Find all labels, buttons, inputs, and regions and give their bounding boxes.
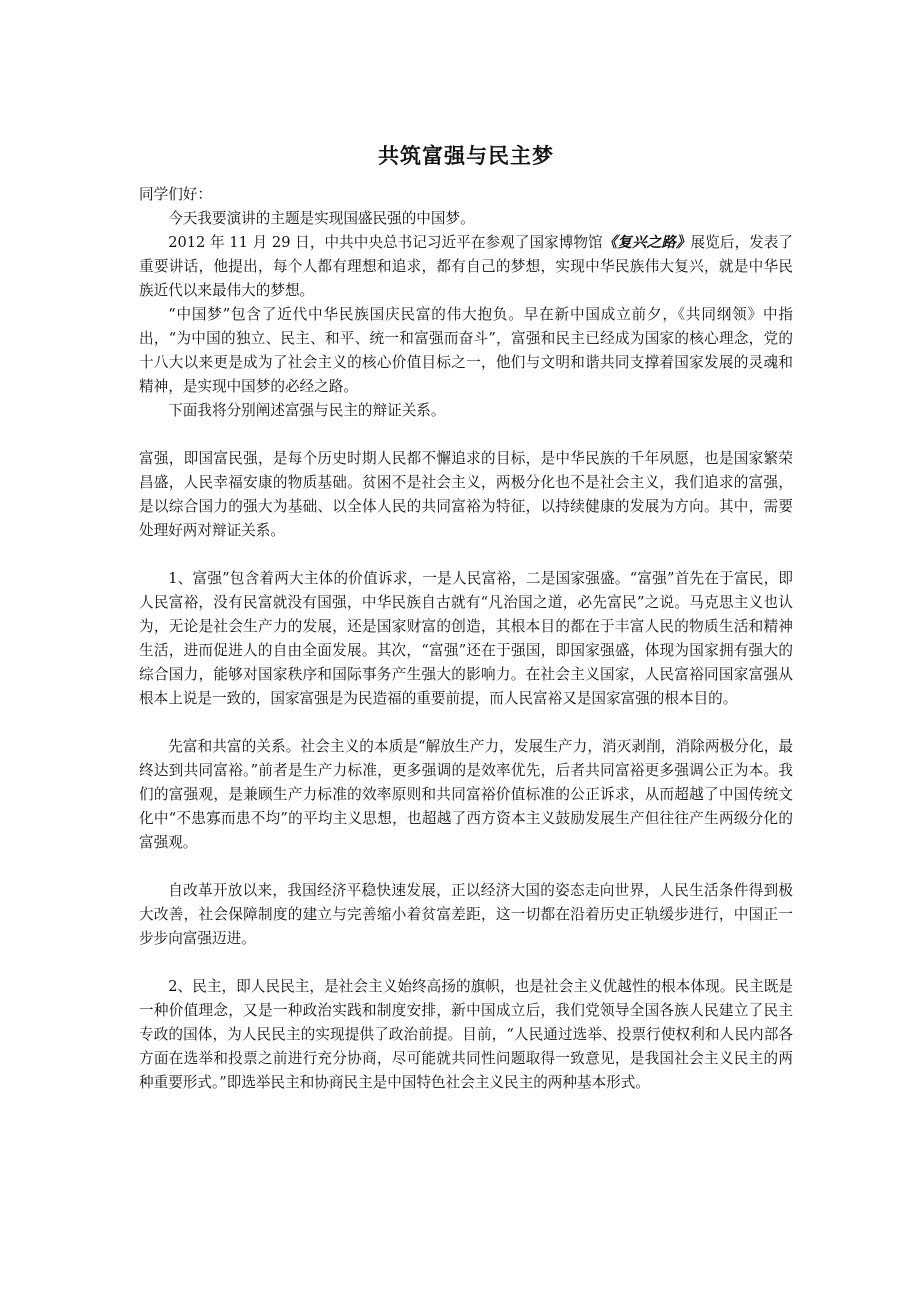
paragraph-common-prosperity: 先富和共富的关系。社会主义的本质是“解放生产力，发展生产力，消灭剥削，消除两极分化，最终达到共同富裕。”前者是生产力标准，更多强调的是效率优先，后者共同富裕更多强调公正为本。我们的富强观，是兼顾生产力标准的效率原则和共同富裕价值标准的公正诉求，从而超越了中国传统文化中“不患寡而患不均”的平均主义思想，也超越了西方资本主义鼓励发展生产但往往产生两级分化的富强观。 [139,738,793,851]
document-body [139,183,793,1095]
paragraph-prosperity-subjects: 1、富强”包含着两大主体的价值诉求，一是人民富裕，二是国家强盛。“富强”首先在于富民，即人民富裕，没有民富就没有国强，中华民族自古就有“凡治国之道，必先富民”之说。马克思主义也认为，无论是社会生产力的发展，还是国家财富的创造，其根本目的都在于丰富人民的物质生活和精神生活，进而促进人的自由全面发展。其次，“富强”还在于强国，即国家强盛，体现为国家拥有强大的综合国力，能够对国家秩序和国际事务产生强大的影响力。在社会主义国家，人民富裕同国家富强从根本上说是一致的，国家富强是为民造福的重要前提，而人民富裕又是国家富强的根本目的。 [139,570,793,707]
document-title: 共筑富强与民主梦 [378,144,554,168]
paragraph-democracy: 2、民主，即人民民主，是社会主义始终高扬的旗帜，也是社会主义优越性的根本体现。民主既是一种价值理念，又是一种政治实践和制度安排，新中国成立后，我们党领导全国各族人民建立了民主专政的国体，为人民民主的实现提供了政治前提。目前，“人民通过选举、投票行使权利和人民内部各方面在选举和投票之前进行充分协商，尽可能就共同性问题取得一致意见，是我国社会主义民主的两种重要形式。”即选举民主和协商民主是中国特色社会主义民主的两种基本形式。 [139,978,793,1091]
paragraph-transition: 下面我将分别阐述富强与民主的辩证关系。 [168,402,446,419]
paragraph-reform: 自改革开放以来，我国经济平稳快速发展，正以经济大国的姿态走向世界，人民生活条件得到极大改善，社会保障制度的建立与完善缩小着贫富差距，这一切都在沿着历史正轨缓步进行，中国正一步步向富强迈进。 [139,882,793,947]
paragraph-speech-end: 展览后，发表了重要讲话，他提出，每个人都有理想和追求，都有自己的梦想，实现中华民族伟大复兴，就是中华民族近代以来最伟大的梦想。 [139,234,793,299]
paragraph-speech [139,231,793,303]
exhibition-name: 《复兴之路》 [602,234,691,251]
paragraph-speech-start: 2012 年 11 月 29 日，中共中央总书记习近平在参观了国家博物馆 [168,234,603,251]
paragraph-prosperity: 富强，即国富民强，是每个历史时期人民都不懈追求的目标，是中华民族的千年夙愿，也是国家繁荣昌盛，人民幸福安康的物质基础。贫困不是社会主义，两极分化也不是社会主义，我们追求的富强，是以综合国力的强大为基础、以全体人民的共同富裕为特征，以持续健康的发展为方向。其中，需要处理好两对辩证关系。 [139,450,793,539]
salutation: 同学们好： [139,186,212,203]
paragraph-china-dream: “中国梦”包含了近代中华民族国庆民富的伟大抱负。早在新中国成立前夕，《共同纲领》中指出，“为中国的独立、民主、和平、统一和富强而奋斗”，富强和民主已经成为国家的核心理念，党的十八大以来更是成为了社会主义的核心价值目标之一，他们与文明和谐共同支撑着国家发展的灵魂和精神，是实现中国梦的必经之路。 [139,306,793,395]
paragraph-topic: 今天我要演讲的主题是实现国盛民强的中国梦。 [168,210,475,227]
